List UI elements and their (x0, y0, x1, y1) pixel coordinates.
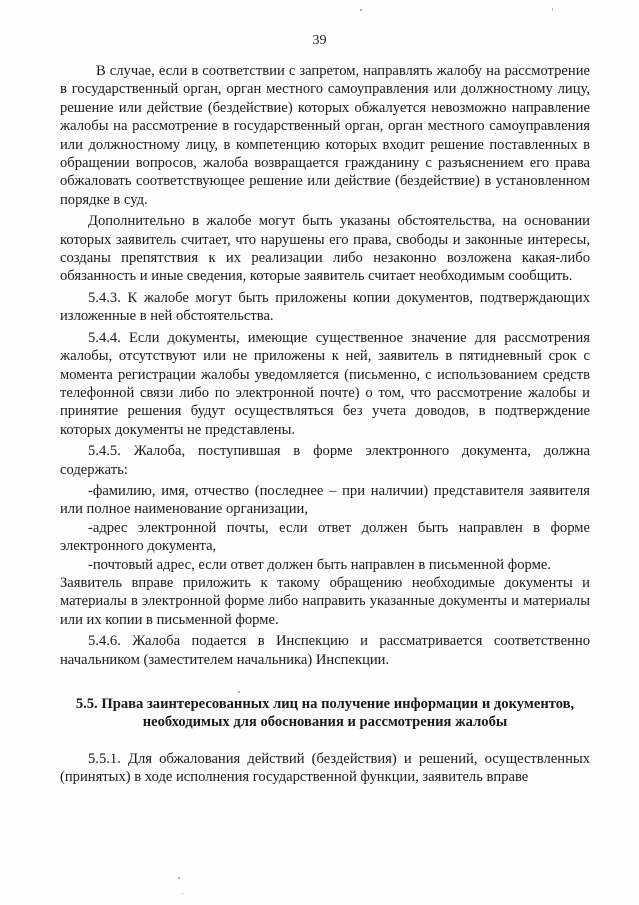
paragraph-5-4-4: 5.4.4. Если документы, имеющие существенное значение для рассмотрения жалобы, отсутствуют или не приложены к ней, заявитель в пятидневный срок с момента регистрации жалобы уведомляется (письменно, с использованием средств телефонной связи либо по электронной почте) о том, что рассмотрение жалобы и принятие решения будут осуществляться без учета доводов, в подтверждение которых документы не представлены. (60, 329, 590, 438)
paragraph-5-4-5: 5.4.5. Жалоба, поступившая в форме электронного документа, должна содержать: (60, 443, 590, 478)
paragraph-return-complaint: В случае, если в соответствии с запретом, направлять жалобу на рассмотрение в государственный орган, орган местного самоуправления или должностному лицу, решение или действие (бездействие) которых обжалуется невозможно направление жалобы на рассмотрение в государственный орган, орган местного самоуправления или должностному лицу, в компетенцию которых входит решение поставленных в обращении вопросов, жалоба возвращается гражданину с разъяснением его права обжаловать соответствующее решение или действие (бездействие) в установленном порядке в суд. (60, 63, 590, 208)
section-heading-5-5 (60, 695, 590, 732)
scan-speck (178, 877, 180, 879)
list-item-name: -фамилию, имя, отчество (последнее – при наличии) представителя заявителя или полное наименование организации, (60, 482, 590, 518)
scan-speck (238, 691, 240, 693)
scan-speck (360, 9, 362, 11)
section-heading-line-1: 5.5. Права заинтересованных лиц на получение информации и документов, (75, 696, 575, 712)
list-item-email: -адрес электронной почты, если ответ должен быть направлен в форме электронного документа, (60, 519, 590, 555)
paragraph-attachments: Заявитель вправе приложить к такому обращению необходимые документы и материалы в электронной форме либо направить указанные документы и материалы или их копии в письменной форме. (60, 574, 590, 628)
scan-speck (552, 8, 553, 11)
paragraph-additional-circumstances: Дополнительно в жалобе могут быть указаны обстоятельства, на основании которых заявитель считает, что нарушены его права, свободы и законные интересы, созданы препятствия к их реализации либо незаконно возложена какая-либо обязанность и иные сведения, которые заявитель считает необходимым сообщить. (60, 213, 590, 285)
paragraph-5-5-1: 5.5.1. Для обжалования действий (бездействия) и решений, осуществленных (принятых) в ходе исполнения государственной функции, заявитель вправе (60, 750, 590, 786)
scan-speck (182, 893, 183, 894)
paragraph-5-4-6: 5.4.6. Жалоба подается в Инспекцию и рассматривается соответственно начальником (заместителем начальника) Инспекции. (60, 633, 590, 668)
document-body (60, 62, 590, 790)
page-number: 39 (312, 33, 327, 48)
paragraph-5-4-3: 5.4.3. К жалобе могут быть приложены копии документов, подтверждающих изложенные в ней обстоятельства. (60, 289, 590, 325)
list-item-postal: -почтовый адрес, если ответ должен быть направлен в письменной форме. (88, 556, 551, 573)
section-heading-line-2: необходимых для обоснования и рассмотрения жалобы (142, 714, 508, 731)
